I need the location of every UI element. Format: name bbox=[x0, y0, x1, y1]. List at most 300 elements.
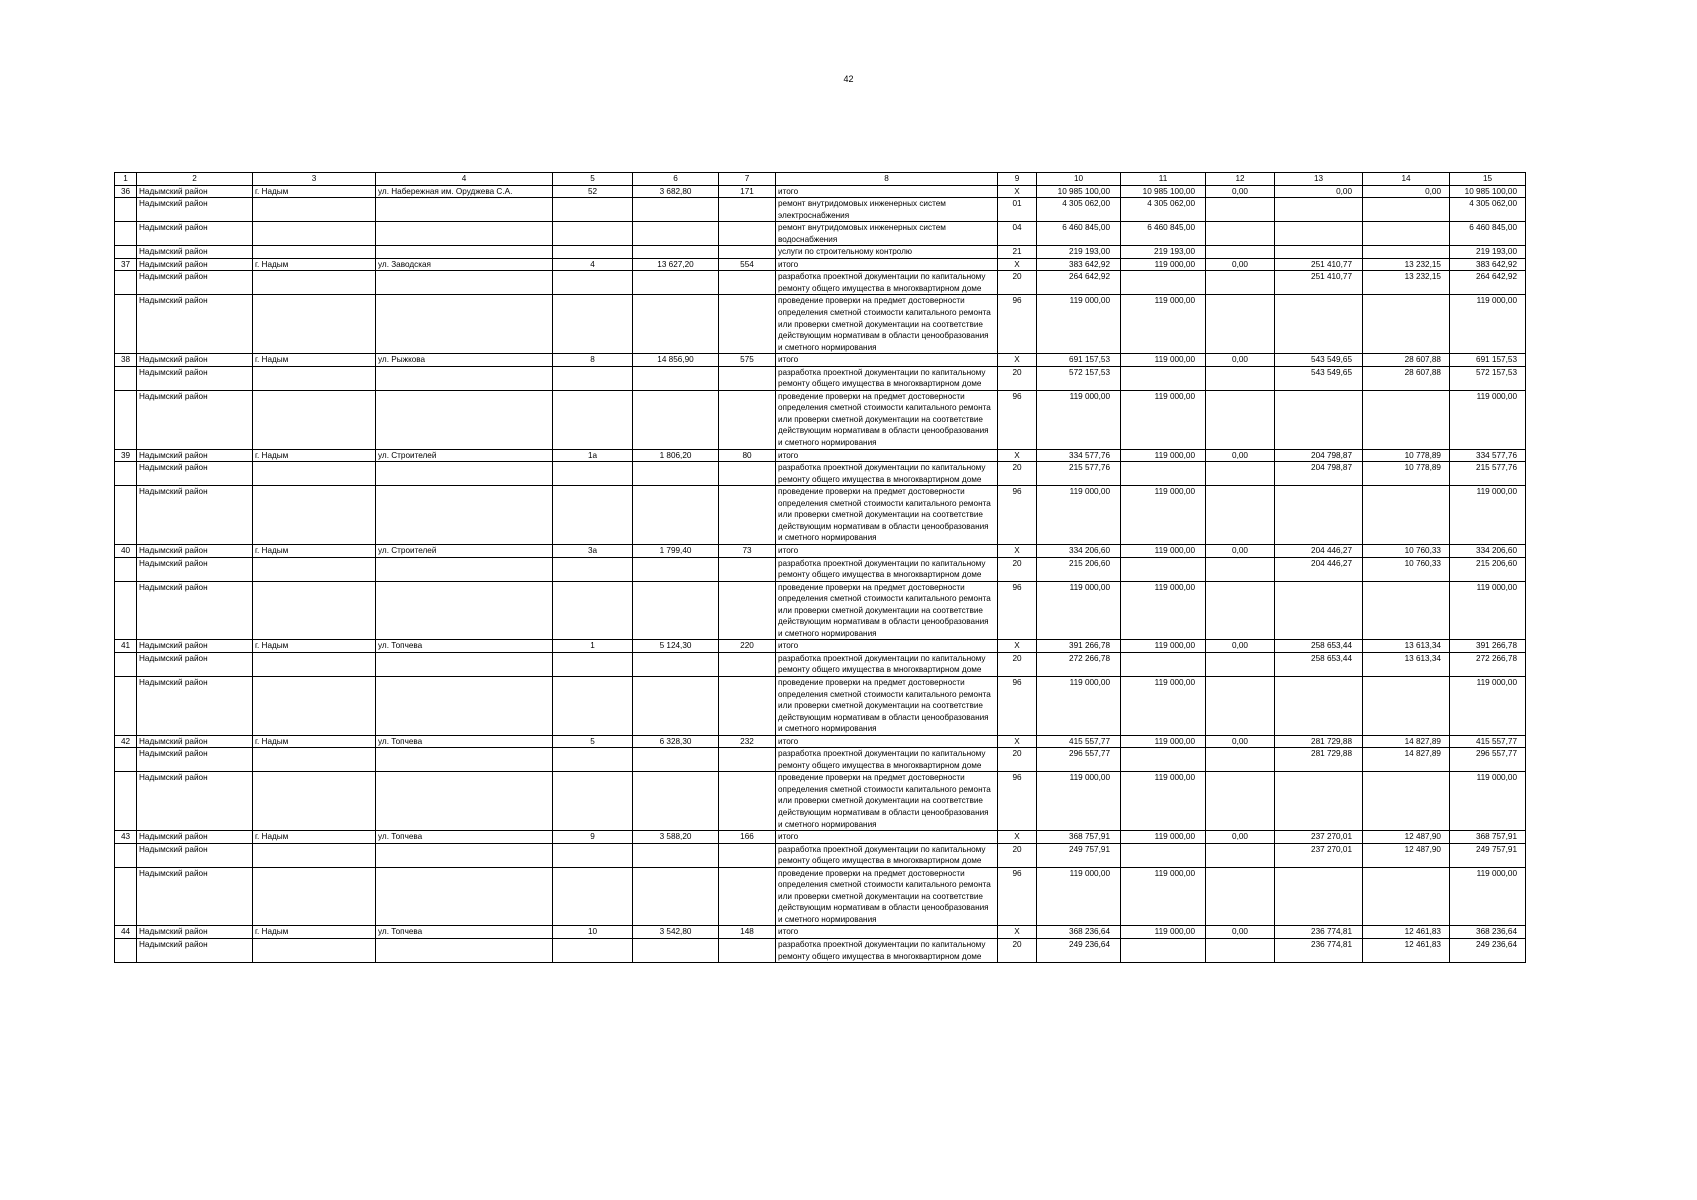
table-cell-col-5 bbox=[553, 772, 633, 831]
table-cell-col-14: 12 461,83 bbox=[1363, 939, 1450, 963]
table-cell-col-15: 215 206,60 bbox=[1450, 557, 1526, 581]
table-cell-col-14 bbox=[1363, 246, 1450, 259]
table-row bbox=[115, 486, 1526, 545]
table-cell-col-13 bbox=[1275, 676, 1363, 735]
table-cell-col-1: 43 bbox=[115, 831, 137, 844]
table-cell-col-13 bbox=[1275, 390, 1363, 449]
table-cell-col-1: 41 bbox=[115, 640, 137, 653]
table-cell-col-7: 554 bbox=[719, 258, 776, 271]
table-cell-col-8: разработка проектной документации по капитальному ремонту общего имущества в многоквартирном доме bbox=[776, 366, 998, 390]
table-cell-col-11: 119 000,00 bbox=[1121, 640, 1206, 653]
table-cell-col-8: разработка проектной документации по капитальному ремонту общего имущества в многоквартирном доме bbox=[776, 271, 998, 295]
table-cell-col-9: 20 bbox=[998, 748, 1037, 772]
table-cell-col-11: 119 000,00 bbox=[1121, 867, 1206, 926]
table-cell-col-5: 52 bbox=[553, 185, 633, 198]
table-cell-col-10: 296 557,77 bbox=[1037, 748, 1121, 772]
table-cell-col-6 bbox=[633, 246, 719, 259]
table-cell-col-7 bbox=[719, 198, 776, 222]
table-cell-col-5 bbox=[553, 271, 633, 295]
table-cell-col-10: 272 266,78 bbox=[1037, 652, 1121, 676]
table-cell-col-12: 0,00 bbox=[1206, 831, 1275, 844]
table-cell-col-4: ул. Топчева bbox=[376, 735, 553, 748]
table-cell-col-1 bbox=[115, 843, 137, 867]
table-cell-col-2: Надымский район bbox=[137, 222, 253, 246]
table-cell-col-1: 44 bbox=[115, 926, 137, 939]
table-cell-col-8: итого bbox=[776, 735, 998, 748]
table-cell-col-11 bbox=[1121, 462, 1206, 486]
table-cell-col-2: Надымский район bbox=[137, 640, 253, 653]
table-cell-col-10: 334 577,76 bbox=[1037, 449, 1121, 462]
table-cell-col-6 bbox=[633, 676, 719, 735]
table-row bbox=[115, 185, 1526, 198]
table-cell-col-10: 6 460 845,00 bbox=[1037, 222, 1121, 246]
table-cell-col-14 bbox=[1363, 198, 1450, 222]
table-cell-col-6: 5 124,30 bbox=[633, 640, 719, 653]
table-cell-col-6: 1 806,20 bbox=[633, 449, 719, 462]
table-cell-col-1 bbox=[115, 486, 137, 545]
table-cell-col-12: 0,00 bbox=[1206, 544, 1275, 557]
table-cell-col-13: 281 729,88 bbox=[1275, 735, 1363, 748]
table-cell-col-11: 119 000,00 bbox=[1121, 831, 1206, 844]
table-cell-col-3: г. Надым bbox=[253, 258, 376, 271]
column-header-15: 15 bbox=[1450, 173, 1526, 186]
table-cell-col-14: 28 607,88 bbox=[1363, 366, 1450, 390]
table-cell-col-15: 249 757,91 bbox=[1450, 843, 1526, 867]
column-header-10: 10 bbox=[1037, 173, 1121, 186]
table-cell-col-3 bbox=[253, 271, 376, 295]
table-row bbox=[115, 198, 1526, 222]
table-cell-col-1 bbox=[115, 772, 137, 831]
table-row bbox=[115, 557, 1526, 581]
table-cell-col-3 bbox=[253, 748, 376, 772]
table-cell-col-11: 119 000,00 bbox=[1121, 772, 1206, 831]
table-cell-col-9: 96 bbox=[998, 390, 1037, 449]
table-cell-col-9: 96 bbox=[998, 772, 1037, 831]
table-cell-col-7 bbox=[719, 390, 776, 449]
table-cell-col-6: 6 328,30 bbox=[633, 735, 719, 748]
table-cell-col-13: 251 410,77 bbox=[1275, 271, 1363, 295]
table-cell-col-3 bbox=[253, 772, 376, 831]
table-cell-col-15: 119 000,00 bbox=[1450, 390, 1526, 449]
table-cell-col-15: 6 460 845,00 bbox=[1450, 222, 1526, 246]
table-cell-col-13: 204 798,87 bbox=[1275, 449, 1363, 462]
table-cell-col-4 bbox=[376, 486, 553, 545]
table-cell-col-13 bbox=[1275, 772, 1363, 831]
table-cell-col-6: 14 856,90 bbox=[633, 354, 719, 367]
table-cell-col-9: 20 bbox=[998, 462, 1037, 486]
table-cell-col-2: Надымский район bbox=[137, 366, 253, 390]
table-row bbox=[115, 462, 1526, 486]
table-cell-col-11 bbox=[1121, 652, 1206, 676]
table-cell-col-1: 39 bbox=[115, 449, 137, 462]
table-cell-col-11: 119 000,00 bbox=[1121, 295, 1206, 354]
table-row bbox=[115, 258, 1526, 271]
table-cell-col-7 bbox=[719, 772, 776, 831]
table-cell-col-2: Надымский район bbox=[137, 557, 253, 581]
table-cell-col-14: 12 487,90 bbox=[1363, 843, 1450, 867]
table-cell-col-12: 0,00 bbox=[1206, 354, 1275, 367]
table-cell-col-6 bbox=[633, 748, 719, 772]
table-cell-col-8: итого bbox=[776, 640, 998, 653]
table-cell-col-9: X bbox=[998, 185, 1037, 198]
table-cell-col-9: 96 bbox=[998, 676, 1037, 735]
table-cell-col-8: итого bbox=[776, 449, 998, 462]
table-cell-col-11: 10 985 100,00 bbox=[1121, 185, 1206, 198]
table-cell-col-10: 119 000,00 bbox=[1037, 295, 1121, 354]
table-cell-col-12: 0,00 bbox=[1206, 640, 1275, 653]
table-cell-col-12 bbox=[1206, 295, 1275, 354]
table-cell-col-3: г. Надым bbox=[253, 926, 376, 939]
table-cell-col-14 bbox=[1363, 390, 1450, 449]
table-cell-col-8: проведение проверки на предмет достоверности определения сметной стоимости капитального ремонта или проверки сметной документации на соответствие действующим нормативам в области ценообразования и сметного нормирования bbox=[776, 867, 998, 926]
table-cell-col-14: 13 232,15 bbox=[1363, 271, 1450, 295]
table-cell-col-4: ул. Топчева bbox=[376, 831, 553, 844]
table-cell-col-5 bbox=[553, 222, 633, 246]
table-cell-col-5 bbox=[553, 295, 633, 354]
table-cell-col-9: 96 bbox=[998, 581, 1037, 640]
table-cell-col-8: проведение проверки на предмет достоверности определения сметной стоимости капитального ремонта или проверки сметной документации на соответствие действующим нормативам в области ценообразования и сметного нормирования bbox=[776, 676, 998, 735]
table-cell-col-3 bbox=[253, 581, 376, 640]
table-row bbox=[115, 640, 1526, 653]
table-cell-col-9: 20 bbox=[998, 271, 1037, 295]
table-cell-col-2: Надымский район bbox=[137, 258, 253, 271]
table-cell-col-4 bbox=[376, 462, 553, 486]
table-cell-col-5 bbox=[553, 246, 633, 259]
table-cell-col-10: 219 193,00 bbox=[1037, 246, 1121, 259]
table-cell-col-13 bbox=[1275, 246, 1363, 259]
table-cell-col-6 bbox=[633, 652, 719, 676]
table-cell-col-14 bbox=[1363, 772, 1450, 831]
table-cell-col-9: X bbox=[998, 544, 1037, 557]
table-cell-col-12: 0,00 bbox=[1206, 185, 1275, 198]
table-row bbox=[115, 772, 1526, 831]
table-cell-col-12 bbox=[1206, 462, 1275, 486]
table-cell-col-5 bbox=[553, 366, 633, 390]
table-cell-col-6 bbox=[633, 462, 719, 486]
table-cell-col-5 bbox=[553, 462, 633, 486]
table-cell-col-6 bbox=[633, 271, 719, 295]
table-cell-col-13 bbox=[1275, 295, 1363, 354]
table-cell-col-10: 249 757,91 bbox=[1037, 843, 1121, 867]
table-cell-col-9: 20 bbox=[998, 843, 1037, 867]
table-cell-col-15: 368 236,64 bbox=[1450, 926, 1526, 939]
table-cell-col-7 bbox=[719, 748, 776, 772]
table-cell-col-6 bbox=[633, 198, 719, 222]
table-cell-col-11 bbox=[1121, 271, 1206, 295]
table-cell-col-7 bbox=[719, 652, 776, 676]
table-cell-col-8: итого bbox=[776, 185, 998, 198]
table-cell-col-9: 01 bbox=[998, 198, 1037, 222]
table-cell-col-11 bbox=[1121, 939, 1206, 963]
table-cell-col-11: 119 000,00 bbox=[1121, 486, 1206, 545]
table-cell-col-4 bbox=[376, 198, 553, 222]
table-cell-col-4 bbox=[376, 652, 553, 676]
table-cell-col-12 bbox=[1206, 198, 1275, 222]
table-cell-col-13: 236 774,81 bbox=[1275, 926, 1363, 939]
table-cell-col-11 bbox=[1121, 748, 1206, 772]
table-cell-col-14: 14 827,89 bbox=[1363, 735, 1450, 748]
table-cell-col-3 bbox=[253, 246, 376, 259]
table-cell-col-5 bbox=[553, 676, 633, 735]
table-cell-col-7 bbox=[719, 222, 776, 246]
table-cell-col-4: ул. Рыжкова bbox=[376, 354, 553, 367]
table-cell-col-7 bbox=[719, 557, 776, 581]
table-cell-col-7 bbox=[719, 462, 776, 486]
table-cell-col-3: г. Надым bbox=[253, 831, 376, 844]
table-cell-col-2: Надымский район bbox=[137, 939, 253, 963]
table-cell-col-8: итого bbox=[776, 926, 998, 939]
column-header-2: 2 bbox=[137, 173, 253, 186]
table-cell-col-2: Надымский район bbox=[137, 449, 253, 462]
table-cell-col-15: 119 000,00 bbox=[1450, 676, 1526, 735]
table-cell-col-10: 391 266,78 bbox=[1037, 640, 1121, 653]
table-cell-col-12: 0,00 bbox=[1206, 926, 1275, 939]
table-cell-col-15: 215 577,76 bbox=[1450, 462, 1526, 486]
table-cell-col-9: 20 bbox=[998, 557, 1037, 581]
table-cell-col-10: 119 000,00 bbox=[1037, 581, 1121, 640]
table-cell-col-9: 96 bbox=[998, 295, 1037, 354]
table-cell-col-5 bbox=[553, 198, 633, 222]
table-cell-col-8: разработка проектной документации по капитальному ремонту общего имущества в многоквартирном доме bbox=[776, 462, 998, 486]
table-cell-col-3 bbox=[253, 390, 376, 449]
table-cell-col-1: 37 bbox=[115, 258, 137, 271]
table-cell-col-2: Надымский район bbox=[137, 867, 253, 926]
table-cell-col-11: 119 000,00 bbox=[1121, 926, 1206, 939]
column-header-8: 8 bbox=[776, 173, 998, 186]
table-cell-col-1 bbox=[115, 366, 137, 390]
table-cell-col-10: 334 206,60 bbox=[1037, 544, 1121, 557]
table-cell-col-2: Надымский район bbox=[137, 581, 253, 640]
table-cell-col-11: 6 460 845,00 bbox=[1121, 222, 1206, 246]
table-cell-col-12: 0,00 bbox=[1206, 449, 1275, 462]
table-cell-col-8: услуги по строительному контролю bbox=[776, 246, 998, 259]
table-row bbox=[115, 676, 1526, 735]
table-cell-col-10: 215 206,60 bbox=[1037, 557, 1121, 581]
table-cell-col-7: 171 bbox=[719, 185, 776, 198]
table-cell-col-6 bbox=[633, 581, 719, 640]
table-cell-col-7: 232 bbox=[719, 735, 776, 748]
table-cell-col-7 bbox=[719, 246, 776, 259]
table-cell-col-4 bbox=[376, 772, 553, 831]
table-cell-col-4: ул. Топчева bbox=[376, 640, 553, 653]
table-cell-col-7 bbox=[719, 271, 776, 295]
table-cell-col-7: 73 bbox=[719, 544, 776, 557]
table-cell-col-15: 264 642,92 bbox=[1450, 271, 1526, 295]
table-cell-col-13: 281 729,88 bbox=[1275, 748, 1363, 772]
table-cell-col-10: 572 157,53 bbox=[1037, 366, 1121, 390]
table-cell-col-2: Надымский район bbox=[137, 185, 253, 198]
table-cell-col-9: 04 bbox=[998, 222, 1037, 246]
table-row bbox=[115, 449, 1526, 462]
table-cell-col-15: 119 000,00 bbox=[1450, 772, 1526, 831]
table-cell-col-1: 42 bbox=[115, 735, 137, 748]
table-cell-col-2: Надымский район bbox=[137, 390, 253, 449]
table-cell-col-1: 36 bbox=[115, 185, 137, 198]
table-cell-col-10: 119 000,00 bbox=[1037, 390, 1121, 449]
table-row bbox=[115, 831, 1526, 844]
table-cell-col-15: 334 206,60 bbox=[1450, 544, 1526, 557]
table-cell-col-1: 38 bbox=[115, 354, 137, 367]
table-cell-col-3 bbox=[253, 676, 376, 735]
table-cell-col-8: проведение проверки на предмет достоверности определения сметной стоимости капитального ремонта или проверки сметной документации на соответствие действующим нормативам в области ценообразования и сметного нормирования bbox=[776, 295, 998, 354]
table-cell-col-5: 3а bbox=[553, 544, 633, 557]
column-header-1: 1 bbox=[115, 173, 137, 186]
table-cell-col-3 bbox=[253, 462, 376, 486]
table-cell-col-9: 21 bbox=[998, 246, 1037, 259]
table-cell-col-15: 691 157,53 bbox=[1450, 354, 1526, 367]
table-cell-col-3: г. Надым bbox=[253, 185, 376, 198]
table-cell-col-5: 4 bbox=[553, 258, 633, 271]
table-cell-col-1 bbox=[115, 295, 137, 354]
table-cell-col-11: 119 000,00 bbox=[1121, 354, 1206, 367]
table-cell-col-3: г. Надым bbox=[253, 544, 376, 557]
table-cell-col-3 bbox=[253, 867, 376, 926]
table-cell-col-3: г. Надым bbox=[253, 735, 376, 748]
table-cell-col-9: 96 bbox=[998, 867, 1037, 926]
table-cell-col-12 bbox=[1206, 652, 1275, 676]
table-cell-col-3 bbox=[253, 366, 376, 390]
table-cell-col-9: 20 bbox=[998, 939, 1037, 963]
table-cell-col-2: Надымский район bbox=[137, 462, 253, 486]
table-cell-col-14: 10 778,89 bbox=[1363, 449, 1450, 462]
table-cell-col-13: 237 270,01 bbox=[1275, 831, 1363, 844]
table-cell-col-4: ул. Строителей bbox=[376, 544, 553, 557]
column-header-7: 7 bbox=[719, 173, 776, 186]
table-cell-col-14 bbox=[1363, 295, 1450, 354]
table-cell-col-15: 383 642,92 bbox=[1450, 258, 1526, 271]
table-cell-col-2: Надымский район bbox=[137, 295, 253, 354]
table-row bbox=[115, 354, 1526, 367]
table-row bbox=[115, 735, 1526, 748]
table-cell-col-5 bbox=[553, 652, 633, 676]
table-cell-col-8: итого bbox=[776, 544, 998, 557]
table-cell-col-6 bbox=[633, 843, 719, 867]
table-cell-col-15: 296 557,77 bbox=[1450, 748, 1526, 772]
table-cell-col-11: 119 000,00 bbox=[1121, 258, 1206, 271]
table-cell-col-15: 249 236,64 bbox=[1450, 939, 1526, 963]
table-cell-col-12 bbox=[1206, 271, 1275, 295]
table-cell-col-8: разработка проектной документации по капитальному ремонту общего имущества в многоквартирном доме bbox=[776, 748, 998, 772]
table-cell-col-6 bbox=[633, 867, 719, 926]
table-cell-col-8: разработка проектной документации по капитальному ремонту общего имущества в многоквартирном доме bbox=[776, 939, 998, 963]
table-cell-col-4: ул. Топчева bbox=[376, 926, 553, 939]
table-cell-col-10: 249 236,64 bbox=[1037, 939, 1121, 963]
table-cell-col-14: 13 613,34 bbox=[1363, 640, 1450, 653]
column-header-11: 11 bbox=[1121, 173, 1206, 186]
table-cell-col-7: 148 bbox=[719, 926, 776, 939]
table-cell-col-2: Надымский район bbox=[137, 735, 253, 748]
table-cell-col-14: 13 613,34 bbox=[1363, 652, 1450, 676]
table-cell-col-6 bbox=[633, 486, 719, 545]
table-cell-col-12 bbox=[1206, 581, 1275, 640]
table-cell-col-10: 119 000,00 bbox=[1037, 486, 1121, 545]
page-number: 42 bbox=[843, 74, 854, 84]
table-cell-col-9: X bbox=[998, 735, 1037, 748]
table-cell-col-10: 368 236,64 bbox=[1037, 926, 1121, 939]
table-cell-col-13: 237 270,01 bbox=[1275, 843, 1363, 867]
table-body bbox=[115, 185, 1526, 963]
table-cell-col-15: 119 000,00 bbox=[1450, 295, 1526, 354]
table-cell-col-13: 204 446,27 bbox=[1275, 557, 1363, 581]
table-cell-col-4 bbox=[376, 867, 553, 926]
table-cell-col-15: 334 577,76 bbox=[1450, 449, 1526, 462]
table-cell-col-6: 3 588,20 bbox=[633, 831, 719, 844]
table-cell-col-12 bbox=[1206, 748, 1275, 772]
table-cell-col-11: 119 000,00 bbox=[1121, 735, 1206, 748]
table-cell-col-14 bbox=[1363, 486, 1450, 545]
table-cell-col-9: X bbox=[998, 640, 1037, 653]
table-cell-col-2: Надымский район bbox=[137, 486, 253, 545]
table-cell-col-11 bbox=[1121, 557, 1206, 581]
table-cell-col-2: Надымский район bbox=[137, 676, 253, 735]
table-cell-col-1 bbox=[115, 246, 137, 259]
table-cell-col-8: проведение проверки на предмет достоверности определения сметной стоимости капитального ремонта или проверки сметной документации на соответствие действующим нормативам в области ценообразования и сметного нормирования bbox=[776, 772, 998, 831]
table-cell-col-15: 219 193,00 bbox=[1450, 246, 1526, 259]
table-cell-col-2: Надымский район bbox=[137, 831, 253, 844]
table-cell-col-13 bbox=[1275, 486, 1363, 545]
table-cell-col-13 bbox=[1275, 198, 1363, 222]
table-cell-col-1 bbox=[115, 676, 137, 735]
table-cell-col-6: 3 542,80 bbox=[633, 926, 719, 939]
table-cell-col-7 bbox=[719, 366, 776, 390]
table-cell-col-10: 415 557,77 bbox=[1037, 735, 1121, 748]
column-header-14: 14 bbox=[1363, 173, 1450, 186]
table-header-row bbox=[115, 173, 1526, 186]
table-cell-col-10: 691 157,53 bbox=[1037, 354, 1121, 367]
table-cell-col-11: 119 000,00 bbox=[1121, 581, 1206, 640]
table-cell-col-1 bbox=[115, 222, 137, 246]
table-cell-col-12 bbox=[1206, 772, 1275, 831]
table-cell-col-5: 5 bbox=[553, 735, 633, 748]
table-cell-col-8: разработка проектной документации по капитальному ремонту общего имущества в многоквартирном доме bbox=[776, 843, 998, 867]
table-cell-col-4 bbox=[376, 295, 553, 354]
capital-repair-table bbox=[114, 172, 1526, 963]
table-cell-col-4 bbox=[376, 246, 553, 259]
table-cell-col-5 bbox=[553, 557, 633, 581]
table-cell-col-7: 220 bbox=[719, 640, 776, 653]
table-cell-col-3 bbox=[253, 652, 376, 676]
table-cell-col-2: Надымский район bbox=[137, 843, 253, 867]
table-cell-col-9: 96 bbox=[998, 486, 1037, 545]
table-cell-col-1 bbox=[115, 867, 137, 926]
table-cell-col-4 bbox=[376, 748, 553, 772]
table-cell-col-8: итого bbox=[776, 354, 998, 367]
table-cell-col-10: 264 642,92 bbox=[1037, 271, 1121, 295]
table-row bbox=[115, 271, 1526, 295]
table-row bbox=[115, 939, 1526, 963]
table-cell-col-9: X bbox=[998, 449, 1037, 462]
table-cell-col-10: 368 757,91 bbox=[1037, 831, 1121, 844]
table-cell-col-1 bbox=[115, 939, 137, 963]
table-cell-col-5 bbox=[553, 867, 633, 926]
table-cell-col-4: ул. Строителей bbox=[376, 449, 553, 462]
table-cell-col-2: Надымский район bbox=[137, 748, 253, 772]
table-cell-col-13: 258 653,44 bbox=[1275, 652, 1363, 676]
table-cell-col-3 bbox=[253, 843, 376, 867]
table-cell-col-14 bbox=[1363, 222, 1450, 246]
column-header-3: 3 bbox=[253, 173, 376, 186]
table-cell-col-8: ремонт внутридомовых инженерных систем водоснабжения bbox=[776, 222, 998, 246]
table-cell-col-8: проведение проверки на предмет достоверности определения сметной стоимости капитального ремонта или проверки сметной документации на соответствие действующим нормативам в области ценообразования и сметного нормирования bbox=[776, 581, 998, 640]
table-cell-col-14 bbox=[1363, 676, 1450, 735]
table-row bbox=[115, 295, 1526, 354]
table-cell-col-4 bbox=[376, 271, 553, 295]
table-cell-col-3: г. Надым bbox=[253, 354, 376, 367]
table-cell-col-14 bbox=[1363, 581, 1450, 640]
table-cell-col-6: 13 627,20 bbox=[633, 258, 719, 271]
table-cell-col-7 bbox=[719, 843, 776, 867]
table-cell-col-4 bbox=[376, 366, 553, 390]
